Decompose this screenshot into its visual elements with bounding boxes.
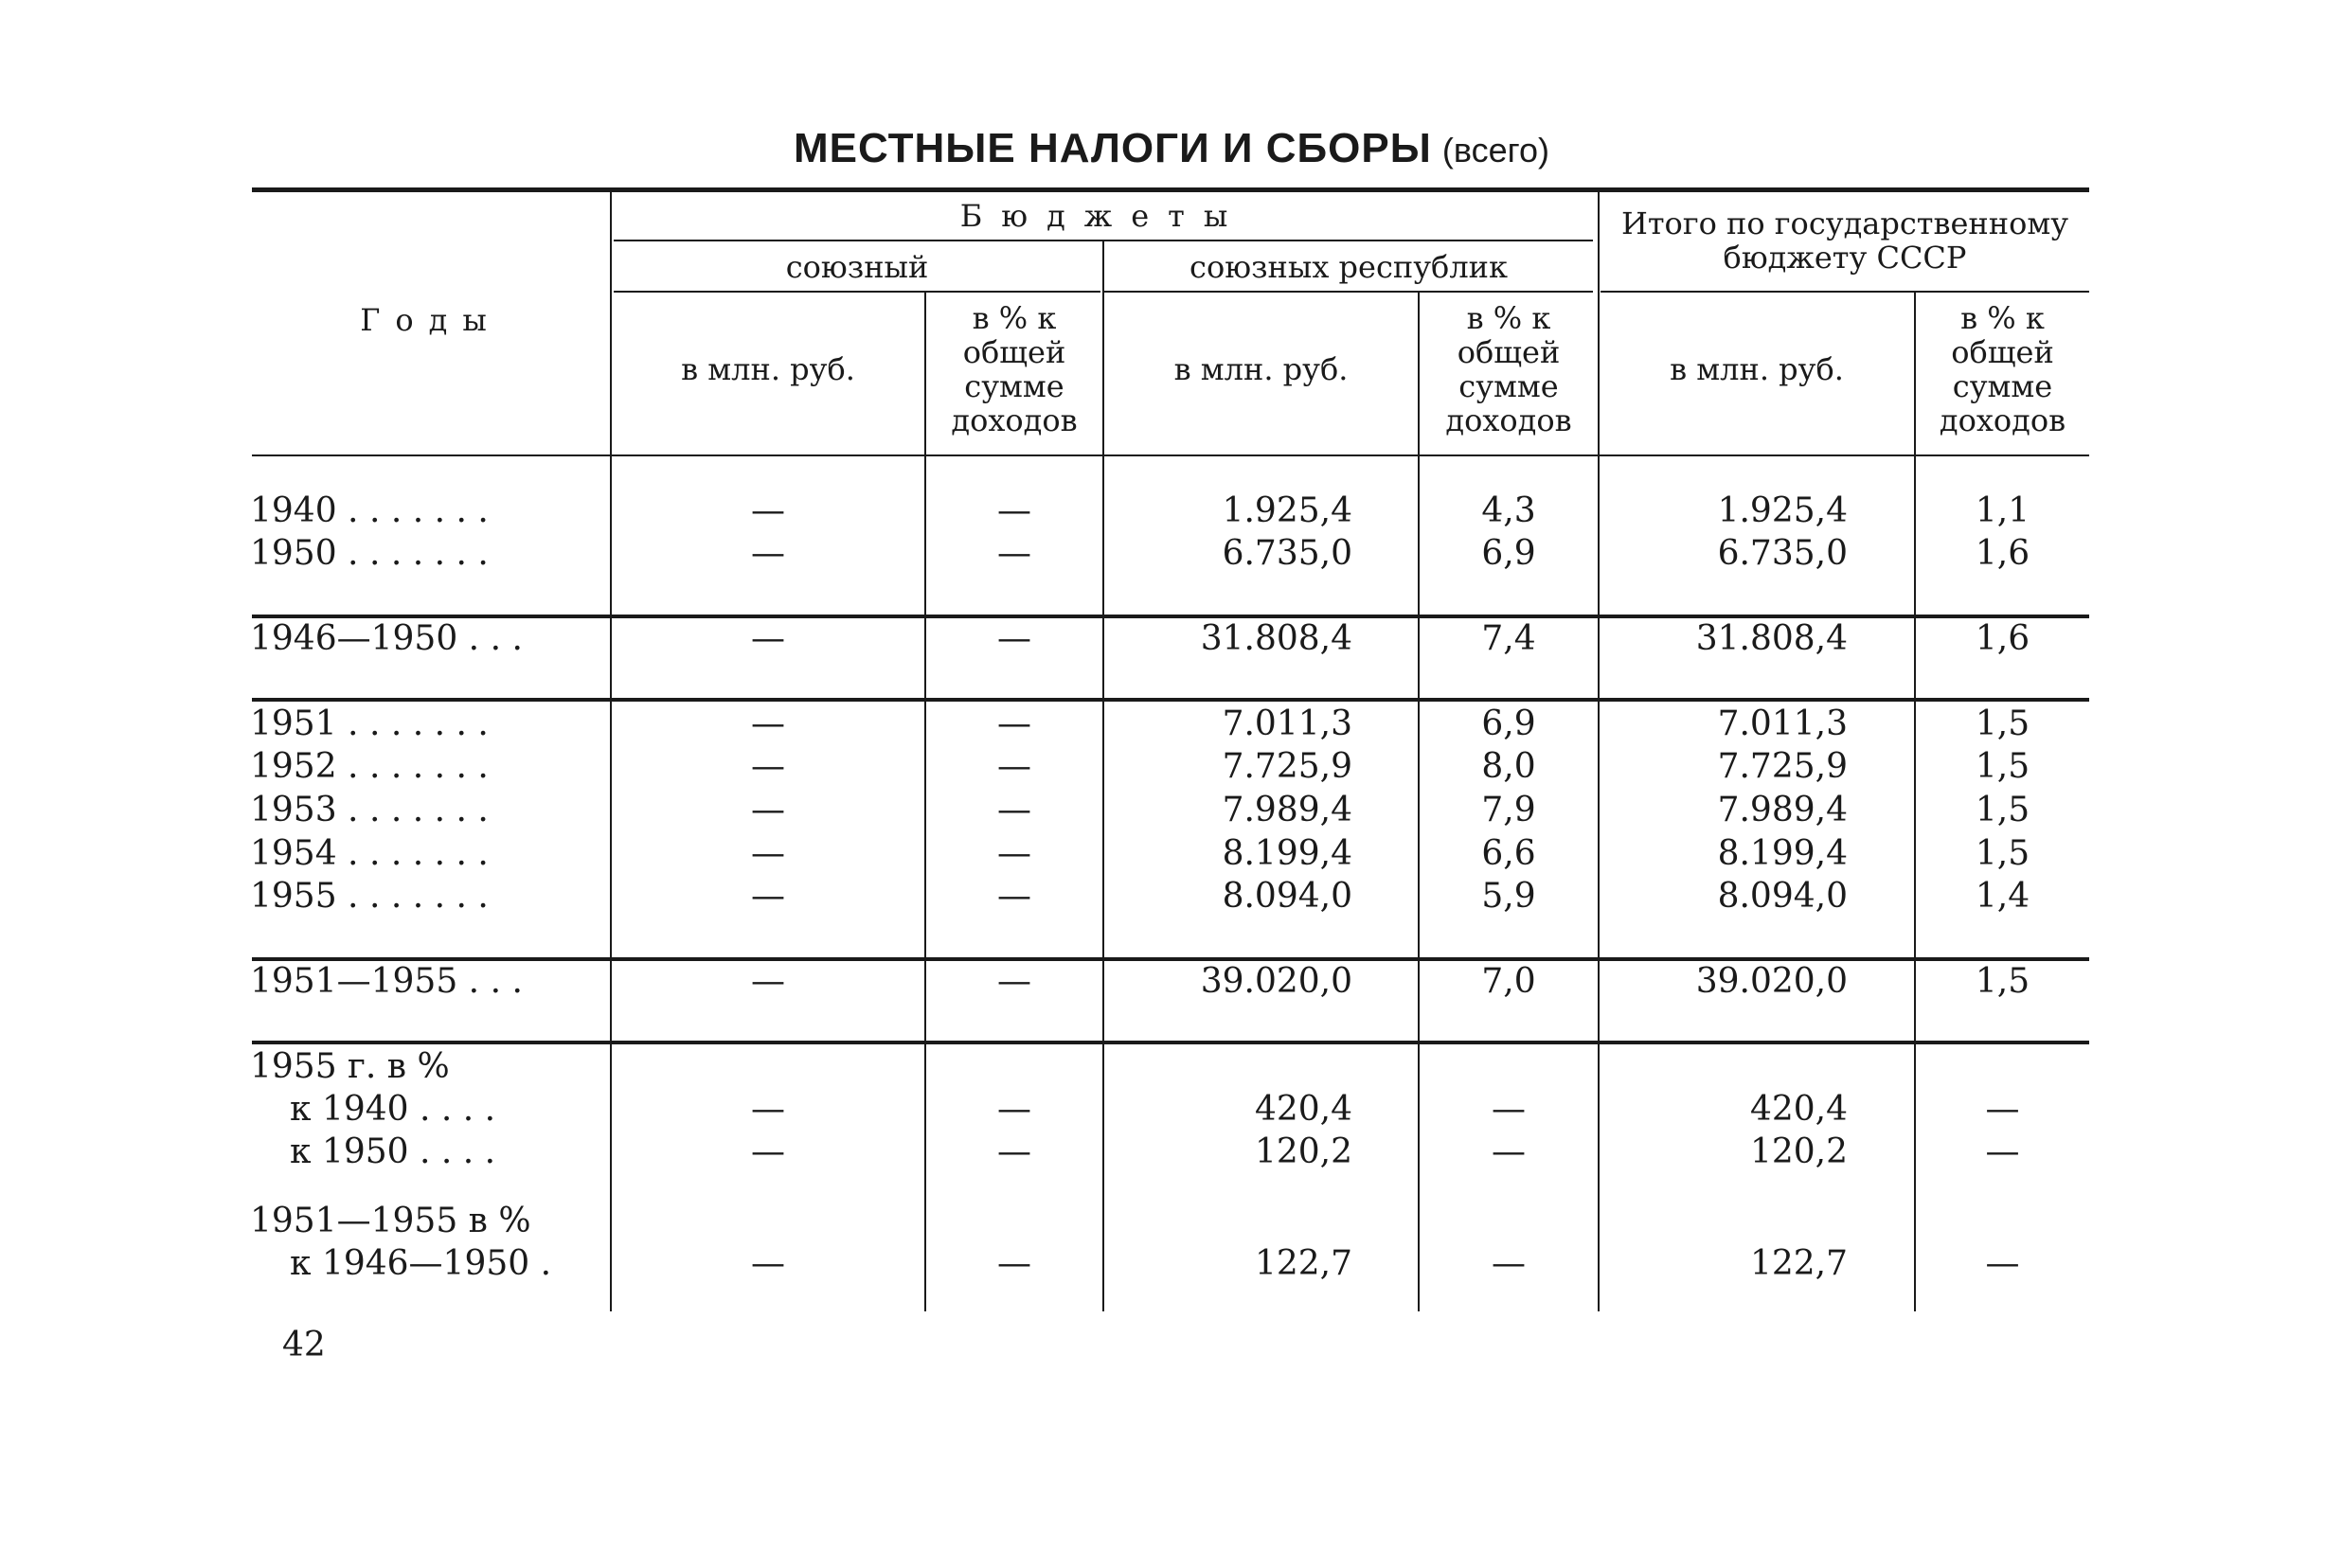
cell-rep-pct: 5,9	[1481, 877, 1536, 916]
row-label: к 1940 . . . .	[290, 1090, 496, 1129]
cell-rep-mln: 39.020,0	[1200, 962, 1352, 1001]
cell-union-pct: —	[997, 534, 1031, 573]
cell-rep-mln: 7.989,4	[1222, 791, 1352, 829]
cell-union-pct: —	[997, 1090, 1031, 1129]
cell-rep-pct: 6,9	[1481, 534, 1536, 573]
rule-total	[1601, 291, 2089, 293]
row-label: 1950 . . . . . . .	[250, 534, 489, 573]
cell-union-pct: —	[997, 834, 1031, 873]
cell-union-mln: —	[751, 619, 785, 658]
cell-tot-pct: 1,5	[1975, 791, 2030, 829]
cell-rep-mln: 31.808,4	[1200, 619, 1352, 658]
cell-tot-mln: 8.094,0	[1717, 877, 1848, 916]
cell-union-mln: —	[751, 1132, 785, 1171]
cell-tot-pct: 1,5	[1975, 704, 2030, 743]
row-label: 1946—1950 . . .	[250, 619, 523, 658]
header-budgets: Бюджеты	[959, 198, 1247, 234]
cell-rep-pct: —	[1492, 1132, 1526, 1171]
cell-union-mln: —	[751, 962, 785, 1001]
cell-union-pct: —	[997, 1132, 1031, 1171]
row-label: 1951—1955 . . .	[250, 962, 523, 1001]
cell-rep-pct: 7,4	[1481, 619, 1536, 658]
header-rep-pct: в % к общей сумме доходов	[1445, 300, 1572, 438]
row-label: к 1950 . . . .	[290, 1132, 496, 1171]
cell-tot-mln: 420,4	[1749, 1090, 1848, 1129]
cell-union-pct: —	[997, 747, 1031, 786]
cell-union-mln: —	[751, 1244, 785, 1283]
rule-section-2	[252, 698, 2089, 702]
table-title	[0, 125, 2343, 172]
cell-union-pct: —	[997, 1244, 1031, 1283]
cell-union-pct: —	[997, 877, 1031, 916]
cell-union-mln: —	[751, 704, 785, 743]
row-label: 1951—1955 в %	[250, 1202, 531, 1240]
cell-union-mln: —	[751, 747, 785, 786]
header-union-mln: в млн. руб.	[681, 351, 855, 387]
cell-tot-pct: 1,6	[1975, 534, 2030, 573]
header-total-mln: в млн. руб.	[1670, 351, 1844, 387]
rule-section-4	[252, 1041, 2089, 1044]
cell-tot-mln: 7.725,9	[1717, 747, 1848, 786]
header-rep-mln: в млн. руб.	[1173, 351, 1349, 387]
cell-rep-pct: 6,9	[1481, 704, 1536, 743]
cell-tot-mln: 31.808,4	[1695, 619, 1848, 658]
cell-tot-mln: 7.011,3	[1717, 704, 1848, 743]
cell-tot-pct: 1,1	[1975, 491, 2030, 530]
cell-union-mln: —	[751, 534, 785, 573]
cell-tot-mln: 6.735,0	[1717, 534, 1848, 573]
header-total-pct: в % к общей сумме доходов	[1939, 300, 2066, 438]
cell-rep-pct: —	[1492, 1090, 1526, 1129]
rule-republics	[1104, 291, 1593, 293]
header-republics: союзных республик	[1189, 249, 1508, 285]
row-label: 1955 . . . . . . .	[250, 877, 489, 916]
cell-union-mln: —	[751, 491, 785, 530]
row-label: 1952 . . . . . . .	[250, 747, 489, 786]
cell-rep-pct: 7,0	[1481, 962, 1536, 1001]
row-label: 1951 . . . . . . .	[250, 704, 489, 743]
cell-tot-pct: 1,5	[1975, 962, 2030, 1001]
cell-tot-pct: 1,5	[1975, 747, 2030, 786]
rule-section-1	[252, 615, 2089, 618]
cell-tot-mln: 1.925,4	[1717, 491, 1848, 530]
cell-tot-mln: 120,2	[1749, 1132, 1848, 1171]
cell-rep-pct: 6,6	[1481, 834, 1536, 873]
row-label: 1954 . . . . . . .	[250, 834, 489, 873]
rule-section-3	[252, 957, 2089, 961]
cell-rep-mln: 8.094,0	[1222, 877, 1352, 916]
cell-tot-mln: 7.989,4	[1717, 791, 1848, 829]
cell-rep-mln: 6.735,0	[1222, 534, 1352, 573]
cell-tot-pct: —	[1985, 1244, 2020, 1283]
header-union: союзный	[785, 249, 929, 285]
row-label: 1953 . . . . . . .	[250, 791, 489, 829]
cell-union-mln: —	[751, 834, 785, 873]
cell-rep-mln: 8.199,4	[1222, 834, 1352, 873]
title-main: МЕСТНЫЕ НАЛОГИ И СБОРЫ	[793, 125, 1432, 171]
cell-tot-mln: 122,7	[1749, 1244, 1848, 1283]
cell-rep-mln: 122,7	[1254, 1244, 1352, 1283]
row-label: к 1946—1950 .	[290, 1244, 552, 1283]
cell-rep-pct: —	[1492, 1244, 1526, 1283]
cell-tot-pct: —	[1985, 1132, 2020, 1171]
cell-rep-mln: 7.725,9	[1222, 747, 1352, 786]
row-label: 1940 . . . . . . .	[250, 491, 489, 530]
cell-rep-mln: 420,4	[1254, 1090, 1352, 1129]
cell-union-mln: —	[751, 877, 785, 916]
cell-union-mln: —	[751, 1090, 785, 1129]
title-sub: (всего)	[1441, 131, 1550, 169]
header-total: Итого по государственному бюджету СССР	[1620, 205, 2069, 276]
cell-tot-pct: 1,5	[1975, 834, 2030, 873]
rule-top	[252, 187, 2089, 192]
cell-tot-pct: 1,6	[1975, 619, 2030, 658]
cell-tot-pct: —	[1985, 1090, 2020, 1129]
cell-union-pct: —	[997, 962, 1031, 1001]
cell-union-mln: —	[751, 791, 785, 829]
cell-rep-pct: 7,9	[1481, 791, 1536, 829]
cell-tot-mln: 8.199,4	[1717, 834, 1848, 873]
cell-union-pct: —	[997, 491, 1031, 530]
page-number: 42	[282, 1326, 326, 1364]
cell-tot-mln: 39.020,0	[1695, 962, 1848, 1001]
rule-header-bottom	[252, 454, 2089, 456]
row-label: 1955 г. в %	[250, 1047, 450, 1086]
cell-rep-pct: 4,3	[1481, 491, 1536, 530]
cell-union-pct: —	[997, 619, 1031, 658]
cell-rep-mln: 120,2	[1254, 1132, 1352, 1171]
rule-union	[614, 291, 1100, 293]
cell-rep-mln: 1.925,4	[1222, 491, 1352, 530]
cell-rep-mln: 7.011,3	[1222, 704, 1352, 743]
header-years: Годы	[360, 302, 502, 338]
cell-union-pct: —	[997, 791, 1031, 829]
header-union-pct: в % к общей сумме доходов	[951, 300, 1078, 438]
cell-union-pct: —	[997, 704, 1031, 743]
cell-tot-pct: 1,4	[1975, 877, 2030, 916]
cell-rep-pct: 8,0	[1481, 747, 1536, 786]
